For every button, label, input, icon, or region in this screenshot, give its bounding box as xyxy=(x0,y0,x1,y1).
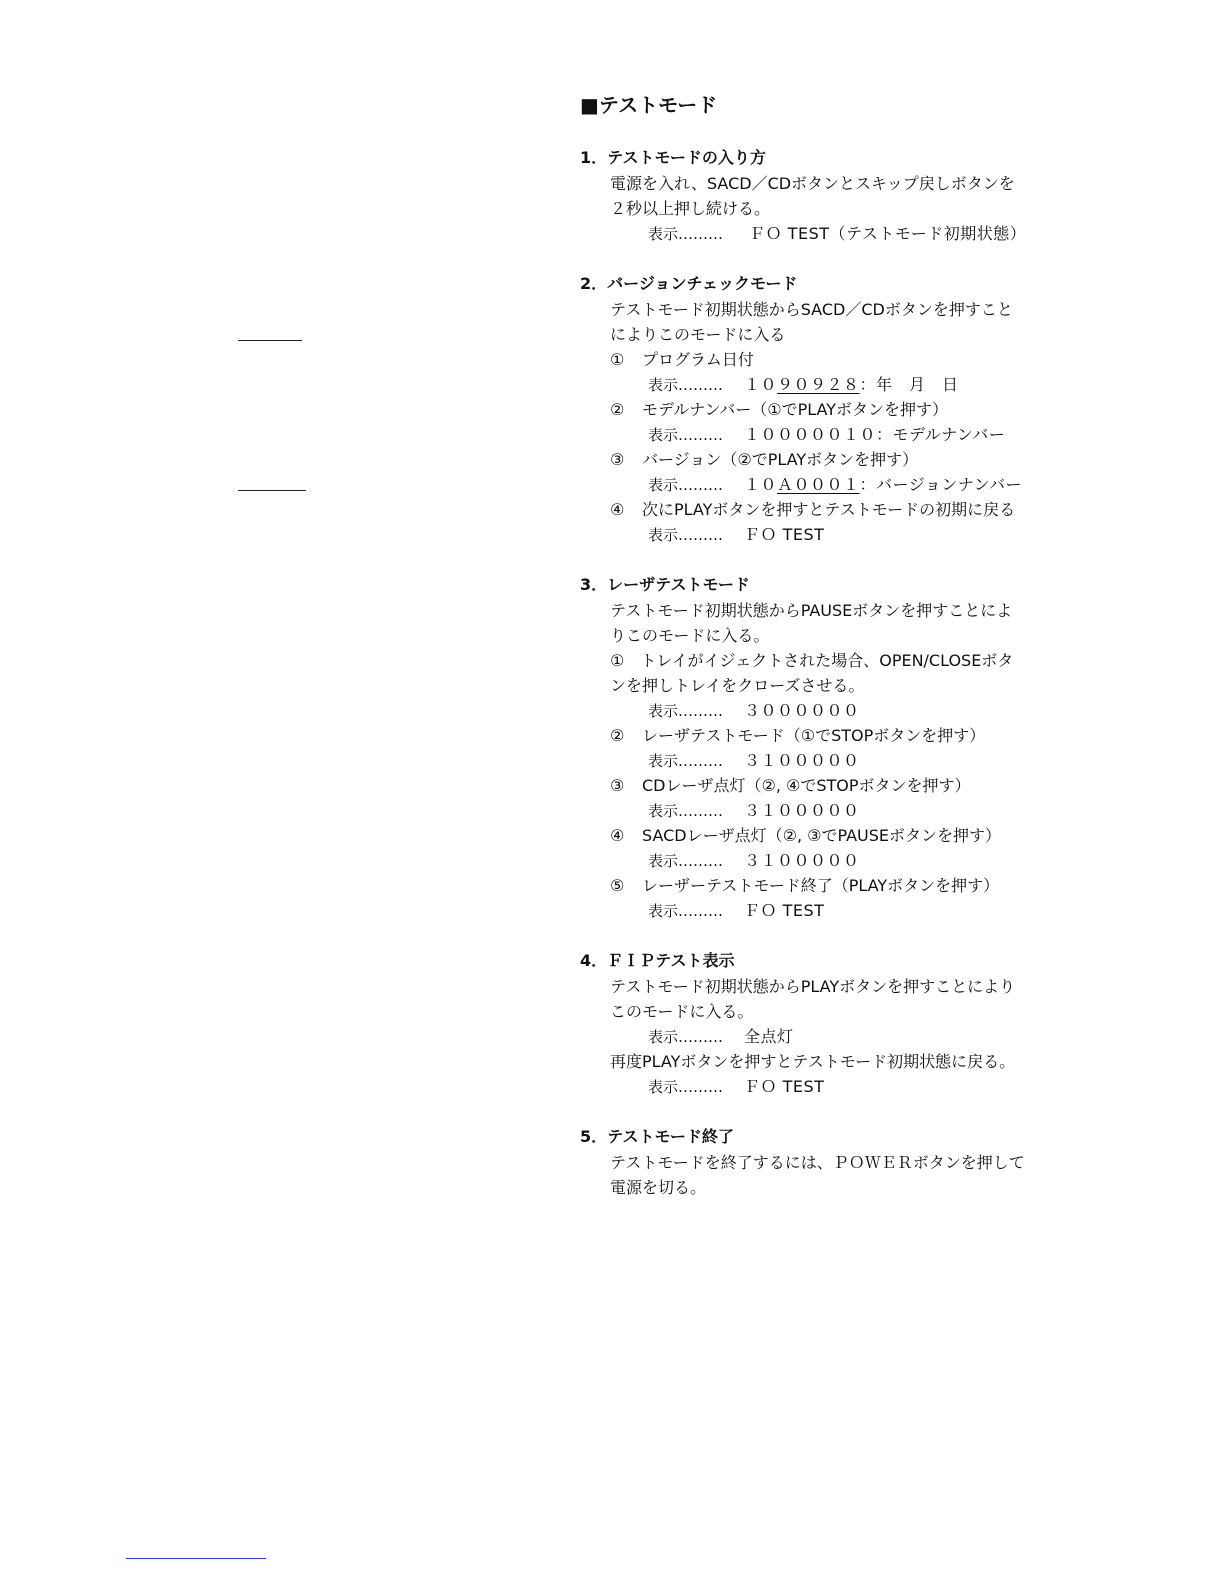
item-number: ③ xyxy=(610,450,625,469)
item-text: SACDレーザ点灯（②, ③でPAUSEボタンを押す） xyxy=(642,826,1002,845)
display-value: １０ xyxy=(744,475,778,494)
display-label: 表示……… xyxy=(648,225,724,243)
item-text: モデルナンバー（①でPLAYボタンを押す） xyxy=(642,400,949,419)
item-number: ⑤ xyxy=(610,876,625,895)
display-label: 表示……… xyxy=(648,752,724,770)
display-note: ：年 月 日 xyxy=(859,375,959,394)
display-label: 表示……… xyxy=(648,802,724,820)
display-value: ＦＯ TEST xyxy=(744,1077,825,1096)
body-text: このモードに入る。 xyxy=(610,1002,754,1021)
list-item xyxy=(580,823,1040,848)
section-heading: 1．テストモードの入り方 xyxy=(580,148,766,167)
display-line xyxy=(580,1074,1040,1099)
display-value-underlined: Ａ０００１ xyxy=(777,475,860,494)
body-text: テストモードを終了するには、ＰＯＷＥＲボタンを押して xyxy=(610,1153,1025,1172)
content-column xyxy=(580,90,1040,1200)
display-line xyxy=(580,422,1040,447)
display-line xyxy=(580,472,1040,497)
section-version-check-mode xyxy=(580,271,1040,547)
item-number: ② xyxy=(610,726,625,745)
display-value: 全点灯 xyxy=(744,1027,794,1046)
section-heading: 4．ＦＩＰテスト表示 xyxy=(580,951,735,970)
section-heading: 3．レーザテストモード xyxy=(580,575,750,594)
body-text: 電源を切る。 xyxy=(610,1178,707,1197)
list-item xyxy=(580,397,1040,422)
display-value: ３１０００００ xyxy=(744,801,860,820)
footer-rule xyxy=(126,1558,266,1559)
section-fip-test-display xyxy=(580,948,1040,1099)
display-label: 表示……… xyxy=(648,702,724,720)
display-label: 表示……… xyxy=(648,1028,724,1046)
display-label: 表示……… xyxy=(648,476,724,494)
display-line xyxy=(580,798,1040,823)
item-number: ④ xyxy=(610,826,625,845)
display-value-underlined: ９０９２８ xyxy=(777,375,860,394)
list-item xyxy=(580,773,1040,798)
display-value: ＦＯ TEST xyxy=(744,525,825,544)
item-text: バージョン（②でPLAYボタンを押す） xyxy=(642,450,919,469)
display-value: ＦＯ TEST xyxy=(744,901,825,920)
body-text: によりこのモードに入る xyxy=(610,325,786,344)
display-value: １０ xyxy=(744,375,778,394)
section-entering-test-mode xyxy=(580,145,1040,246)
item-text: プログラム日付 xyxy=(642,350,754,369)
display-label: 表示……… xyxy=(648,902,724,920)
item-text: 次にPLAYボタンを押すとテストモードの初期に戻る xyxy=(642,500,1016,519)
display-value: ＦＯ TEST（テストモード初期状態） xyxy=(749,224,1027,243)
list-item xyxy=(580,723,1040,748)
body-text: テストモード初期状態からPAUSEボタンを押すことによ xyxy=(610,601,1013,620)
section-laser-test-mode xyxy=(580,572,1040,923)
item-text: レーザテストモード（①でSTOPボタンを押す） xyxy=(642,726,986,745)
list-item xyxy=(580,497,1040,522)
page-title: ■テストモード xyxy=(580,93,718,117)
body-text: テストモード初期状態からPLAYボタンを押すことにより xyxy=(610,977,1016,996)
display-line xyxy=(580,698,1040,723)
item-number: ③ xyxy=(610,776,625,795)
item-number: ② xyxy=(610,400,625,419)
section-heading: 5．テストモード終了 xyxy=(580,1127,734,1146)
list-item xyxy=(580,347,1040,372)
item-number: ① xyxy=(610,350,625,369)
display-note: ：バージョンナンバー xyxy=(859,475,1022,494)
section-heading: 2．バージョンチェックモード xyxy=(580,274,798,293)
item-text: CDレーザ点灯（②, ④でSTOPボタンを押す） xyxy=(642,776,971,795)
display-line xyxy=(580,221,1040,246)
display-value: ３１０００００ xyxy=(744,851,860,870)
list-item xyxy=(580,447,1040,472)
display-label: 表示……… xyxy=(648,376,724,394)
display-label: 表示……… xyxy=(648,426,724,444)
section-exiting-test-mode xyxy=(580,1124,1040,1200)
display-line xyxy=(580,1024,1040,1049)
display-value: １０００００１０ xyxy=(744,425,877,444)
body-text: テストモード初期状態からSACD／CDボタンを押すこと xyxy=(610,300,1013,319)
display-line xyxy=(580,898,1040,923)
display-value: ３１０００００ xyxy=(744,751,860,770)
display-line xyxy=(580,522,1040,547)
item-text: レーザーテストモード終了（PLAYボタンを押す） xyxy=(642,876,1000,895)
body-text: りこのモードに入る。 xyxy=(610,626,770,645)
list-item-continued: ンを押しトレイをクローズさせる。 xyxy=(610,676,865,695)
margin-rule xyxy=(238,340,302,341)
margin-rule xyxy=(238,490,306,491)
display-value: ３００００００ xyxy=(744,701,860,720)
display-line xyxy=(580,372,1040,397)
list-item: ① トレイがイジェクトされた場合、OPEN/CLOSEボタ xyxy=(610,651,1014,670)
display-line xyxy=(580,748,1040,773)
display-line xyxy=(580,848,1040,873)
display-label: 表示……… xyxy=(648,852,724,870)
display-note: ：モデルナンバー xyxy=(876,425,1006,444)
list-item xyxy=(580,873,1040,898)
body-text: 電源を入れ、SACD／CDボタンとスキップ戻しボタンを xyxy=(610,174,1015,193)
body-text: 再度PLAYボタンを押すとテストモード初期状態に戻る。 xyxy=(610,1052,1016,1071)
display-label: 表示……… xyxy=(648,526,724,544)
item-number: ④ xyxy=(610,500,625,519)
body-text: ２秒以上押し続ける。 xyxy=(610,199,771,218)
display-label: 表示……… xyxy=(648,1078,724,1096)
